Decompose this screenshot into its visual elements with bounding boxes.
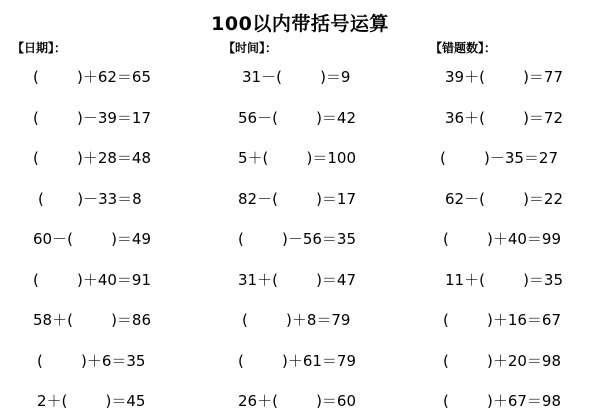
problem-c2-r1: 31－( )＝9 (242, 68, 351, 86)
problem-c3-r1: 39＋( )＝77 (445, 68, 564, 86)
worksheet-title: 100以内带括号运算 (211, 13, 389, 35)
problem-c1-r4: ( )－33＝8 (38, 190, 142, 208)
problem-c2-r5: ( )－56＝35 (238, 230, 357, 248)
problem-c3-r5: ( )＋40＝99 (443, 230, 562, 248)
problem-c2-r6: 31＋( )＝47 (238, 271, 357, 289)
problem-c2-r9: 26＋( )＝60 (238, 392, 357, 410)
problem-c2-r2: 56－( )＝42 (238, 109, 357, 127)
problem-c1-r5: 60－( )＝49 (33, 230, 152, 248)
problem-c2-r3: 5＋( )＝100 (238, 149, 357, 167)
problem-c3-r4: 62－( )＝22 (445, 190, 564, 208)
problem-c1-r2: ( )－39＝17 (33, 109, 152, 127)
problem-c1-r9: 2＋( )＝45 (37, 392, 146, 410)
problem-c2-r7: ( )＋8＝79 (242, 311, 351, 329)
problem-c3-r8: ( )＋20＝98 (443, 352, 562, 370)
problem-c1-r3: ( )＋28＝48 (33, 149, 152, 167)
problem-c1-r8: ( )＋6＝35 (37, 352, 146, 370)
problem-c1-r1: ( )＋62＝65 (33, 68, 152, 86)
problem-c3-r9: ( )＋67＝98 (443, 392, 562, 410)
problem-c3-r6: 11＋( )＝35 (445, 271, 564, 289)
time-label: 【时间】： (223, 41, 278, 55)
problem-c3-r3: ( )－35＝27 (440, 149, 559, 167)
problem-c2-r8: ( )＋61＝79 (238, 352, 357, 370)
problem-c3-r7: ( )＋16＝67 (443, 311, 562, 329)
problem-c1-r7: 58＋( )＝86 (33, 311, 152, 329)
problem-c3-r2: 36＋( )＝72 (445, 109, 564, 127)
problem-c1-r6: ( )＋40＝91 (33, 271, 152, 289)
date-label: 【日期】： (12, 41, 67, 55)
errors-count-label: 【错题数】： (430, 41, 497, 55)
problem-c2-r4: 82－( )＝17 (238, 190, 357, 208)
